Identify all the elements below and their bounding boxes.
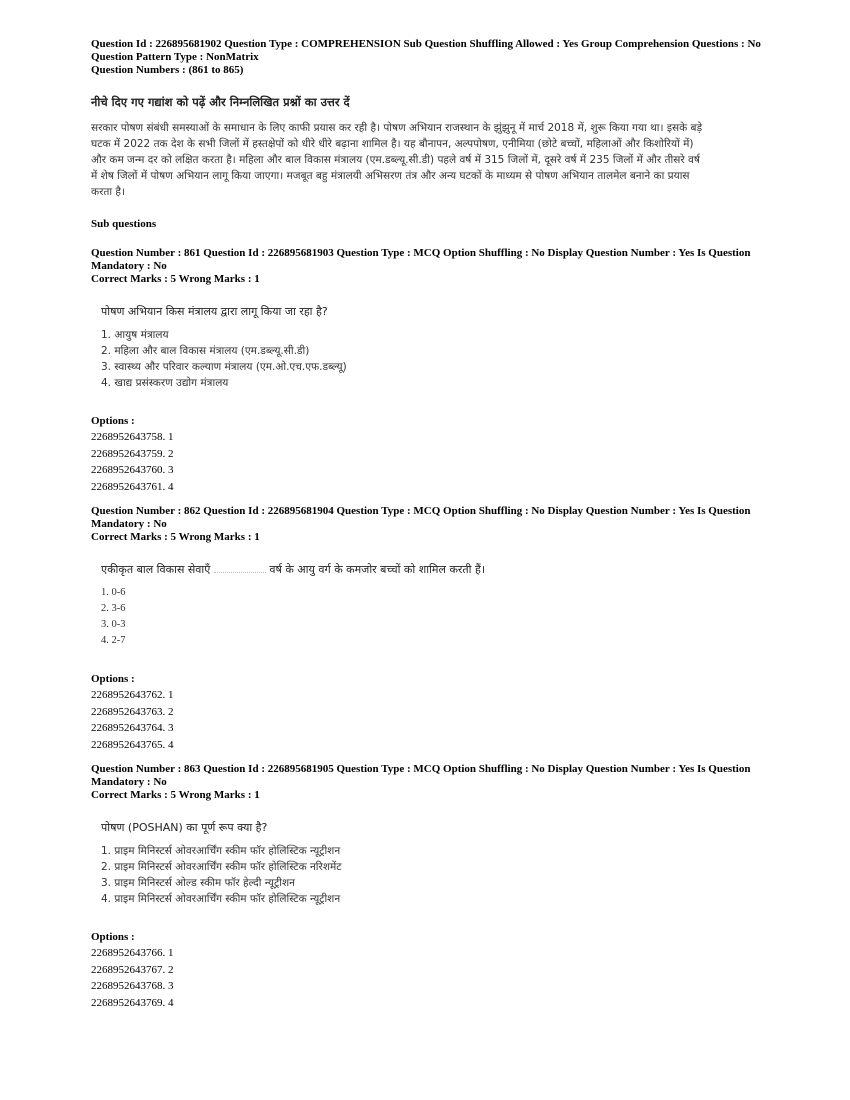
option-id: 2268952643766. 1 (91, 947, 174, 959)
answer-choice: 1. प्राइम मिनिस्टर्स ओवरआर्चिंग स्कीम फॉर होलिस्टिक न्यूट्रीशन (101, 845, 341, 857)
answer-choice: 4. प्राइम मिनिस्टर्स ओवरआर्चिंग स्कीम फॉर होलिस्टिक न्यूट्रीशन (101, 893, 341, 905)
answer-choices (91, 585, 771, 649)
answer-choice: 2. 3-6 (101, 603, 126, 614)
answer-choice: 2. महिला और बाल विकास मंत्रालय (एम.डब्ल्यू.सी.डी) (101, 345, 310, 357)
answer-choice: 4. 2-7 (101, 635, 126, 646)
passage-heading: नीचे दिए गए गद्यांश को पढ़ें और निम्नलिखित प्रश्नों का उत्तर दें (91, 95, 350, 109)
option-id: 2268952643760. 3 (91, 464, 174, 476)
question-marks: Correct Marks : 5 Wrong Marks : 1 (91, 531, 260, 543)
option-id: 2268952643764. 3 (91, 722, 174, 734)
answer-choice: 3. 0-3 (101, 619, 126, 630)
option-id: 2268952643765. 4 (91, 738, 174, 751)
option-id: 2268952643761. 4 (91, 480, 174, 493)
fill-in-blank (214, 572, 266, 573)
sub-questions-label: Sub questions (91, 218, 157, 230)
option-id: 2268952643769. 4 (91, 996, 174, 1009)
question-block-861 (91, 247, 771, 495)
options-label: Options : (91, 931, 135, 943)
question-meta: Question Number : 862 Question Id : 226895681904 Question Type : MCQ Option Shuffling : No Display Question Number : Yes Is Question Mandatory : No (91, 505, 751, 530)
question-meta: Question Number : 861 Question Id : 226895681903 Question Type : MCQ Option Shuffling : No Display Question Number : Yes Is Question Mandatory : No (91, 247, 751, 272)
answer-choice: 2. प्राइम मिनिस्टर्स ओवरआर्चिंग स्कीम फॉर होलिस्टिक नरिशमेंट (101, 861, 342, 873)
option-id: 2268952643758. 1 (91, 431, 174, 443)
options-label: Options : (91, 673, 135, 685)
document-page (91, 38, 771, 1011)
answer-choices (91, 843, 771, 907)
question-numbers-range: Question Numbers : (861 to 865) (91, 64, 244, 76)
question-block-863 (91, 763, 771, 1011)
question-text (101, 562, 771, 577)
answer-choice: 3. स्वास्थ्य और परिवार कल्याण मंत्रालय (एम.ओ.एच.एफ.डब्ल्यू) (101, 361, 347, 373)
option-id-list (91, 945, 771, 1011)
question-text: पोषण अभियान किस मंत्रालय द्वारा लागू किया जा रहा है? (101, 305, 328, 318)
question-text-after-blank: वर्ष के आयु वर्ग के कमजोर बच्चों को शामिल करती हैं। (269, 563, 486, 576)
comprehension-meta: Question Id : 226895681902 Question Type : COMPREHENSION Sub Question Shuffling Allowed : Yes Group Comprehension Questions : No Question Pattern Type : NonMatrix (91, 38, 761, 63)
question-block-862 (91, 505, 771, 753)
question-meta: Question Number : 863 Question Id : 226895681905 Question Type : MCQ Option Shuffling : No Display Question Number : Yes Is Question Mandatory : No (91, 763, 751, 788)
answer-choices (91, 327, 771, 391)
option-id: 2268952643767. 2 (91, 963, 174, 976)
options-label: Options : (91, 415, 135, 427)
question-marks: Correct Marks : 5 Wrong Marks : 1 (91, 789, 260, 801)
answer-choice: 4. खाद्य प्रसंस्करण उद्योग मंत्रालय (101, 377, 229, 389)
passage-text: सरकार पोषण संबंधी समस्याओं के समाधान के लिए काफी प्रयास कर रही है। पोषण अभियान राजस्थान के झुंझुनू में मार्च 2018 में, शुरू किया गया था। इसके बड़े घटक में 2022 तक देश के सभी जिलों में हस्तक्षेपों को धीरे धीरे बढ़ाना शामिल है। यह बौनापन, अल्पपोषण, एनीमिया (छोटे बच्चों, महिलाओं और किशोरियों में) और कम जन्म दर को लक्षित करता है। महिला और बाल विकास मंत्रालय (एम.डब्ल्यू.सी.डी) पहले वर्ष में 315 जिलों में, दूसरे वर्ष में 235 जिलों में और तीसरे वर्ष में शेष जिलों में पोषण अभियान लागू किया जाएगा। मजबूत बहु मंत्रालयी अभिसरण तंत्र और अन्य घटकों के माध्यम से पोषण अभियान तालमेल बनाने का प्रयास करता है। (91, 122, 703, 198)
answer-choice: 1. आयुष मंत्रालय (101, 329, 169, 341)
option-id-list (91, 687, 771, 753)
option-id: 2268952643759. 2 (91, 447, 174, 460)
option-id: 2268952643763. 2 (91, 705, 174, 718)
question-text: पोषण (POSHAN) का पूर्ण रूप क्या है? (101, 821, 268, 834)
question-text-before-blank: एकीकृत बाल विकास सेवाएँ (101, 563, 211, 576)
option-id-list (91, 429, 771, 495)
question-marks: Correct Marks : 5 Wrong Marks : 1 (91, 273, 260, 285)
option-id: 2268952643768. 3 (91, 980, 174, 992)
comprehension-header (91, 38, 771, 77)
answer-choice: 3. प्राइम मिनिस्टर्स ओल्ड स्कीम फॉर हेल्दी न्यूट्रीशन (101, 877, 295, 889)
option-id: 2268952643762. 1 (91, 689, 174, 701)
answer-choice: 1. 0-6 (101, 587, 126, 598)
